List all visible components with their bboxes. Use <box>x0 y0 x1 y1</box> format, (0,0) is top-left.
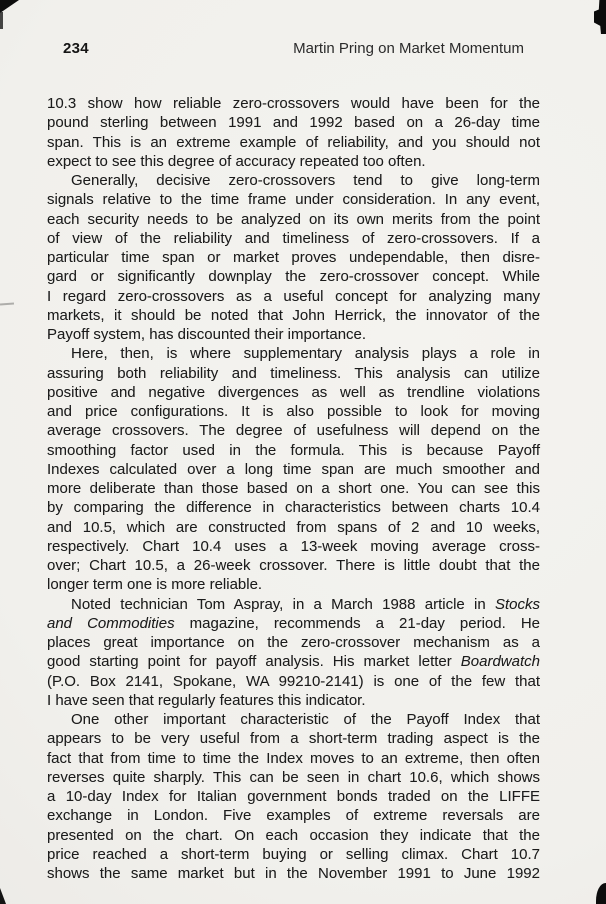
text-line <box>47 460 540 479</box>
text-run: Here, then, is where supplementary analysis plays a role in <box>71 345 540 363</box>
text-run: and price configurations. It is also possible to look for moving <box>47 403 540 420</box>
text-line <box>47 421 540 440</box>
text-line <box>47 441 540 460</box>
text-line <box>47 749 540 768</box>
text-run: average crossovers. The degree of usefulness will depend on the <box>47 422 540 440</box>
text-run: gard or significantly downplay the zero-crossover concept. While <box>47 268 540 286</box>
text-run: (P.O. Box 2141, Spokane, WA 99210-2141) is one of the few that <box>47 672 540 690</box>
text-run: longer term one is more reliable. <box>47 576 263 594</box>
text-line <box>47 210 540 229</box>
text-line <box>47 190 540 209</box>
scan-scratch-left <box>0 303 14 306</box>
text-run: I regard zero-crossovers as a useful concept for analyzing many <box>47 287 540 305</box>
text-line <box>47 94 540 113</box>
text-line <box>47 113 540 132</box>
text-run: 10.3 show how reliable zero-crossovers would have been for the <box>47 95 540 112</box>
text-run: positive and negative divergences as well as trendline violations <box>47 383 540 401</box>
text-run: of view of the reliability and timeliness of zero-crossovers. If a <box>47 229 540 247</box>
text-line <box>47 306 540 325</box>
text-line <box>47 729 540 748</box>
text-run: markets, it should be noted that John Herrick, the innovator of the <box>47 306 540 324</box>
text-run: signals relative to the time frame under consideration. In any event, <box>47 191 540 209</box>
text-line <box>47 498 540 517</box>
text-line <box>47 518 540 537</box>
text-line <box>47 806 540 825</box>
text-run: respectively. Chart 10.4 uses a 13-week moving average cross- <box>47 537 540 555</box>
page-body <box>47 94 540 883</box>
text-line <box>47 229 540 248</box>
text-line <box>47 152 540 171</box>
text-run: places great importance on the zero-crossover mechanism as a <box>47 634 540 651</box>
text-line <box>47 652 540 671</box>
text-line <box>47 672 540 691</box>
italic-text-run: Stocks <box>494 595 540 613</box>
text-line <box>47 364 540 383</box>
text-line <box>47 248 540 267</box>
text-run: One other important characteristic of the Payoff Index that <box>71 711 540 728</box>
text-run: more deliberate than those based on a short one. You can see this <box>47 480 540 497</box>
text-line <box>47 633 540 652</box>
text-line <box>47 344 540 363</box>
page-number: 234 <box>63 40 89 57</box>
text-run: good starting point for payoff analysis. His market letter <box>47 653 461 671</box>
page-header <box>0 40 606 56</box>
text-run: each security needs to be analyzed on its own merits from the point <box>47 210 540 228</box>
text-run: magazine, recommends a 21-day period. He <box>174 614 540 632</box>
text-run: over; Chart 10.5, a 26-week crossover. There is little doubt that the <box>47 557 540 574</box>
text-line <box>47 575 540 594</box>
text-run: I have seen that regularly features this indicator. <box>47 691 366 709</box>
text-line <box>47 691 540 710</box>
text-run: span. This is an extreme example of reliability, and you should not <box>47 133 540 151</box>
text-line <box>47 479 540 498</box>
text-line <box>47 325 540 344</box>
scan-mark-bottom-right <box>596 883 606 904</box>
text-line <box>47 537 540 556</box>
text-line <box>47 710 540 729</box>
text-run: pound sterling between 1991 and 1992 based on a 26-day time <box>47 114 540 132</box>
text-run: price reached a short-term buying or selling climax. Chart 10.7 <box>47 845 540 863</box>
text-run: exchange in London. Five examples of extreme reversals are <box>47 807 540 825</box>
text-run: appears to be very useful from a short-term trading aspect is the <box>47 730 540 748</box>
text-line <box>47 171 540 190</box>
text-run: presented on the chart. On each occasion they indicate that the <box>47 826 540 844</box>
text-line <box>47 383 540 402</box>
text-run: and 10.5, which are constructed from spans of 2 and 10 weeks, <box>47 518 540 536</box>
text-run: Indexes calculated over a long time span are much smoother and <box>47 460 540 478</box>
text-line <box>47 787 540 806</box>
running-title: Martin Pring on Market Momentum <box>293 40 524 57</box>
text-run: Noted technician Tom Aspray, in a March 1988 article in <box>71 595 495 613</box>
text-line <box>47 864 540 883</box>
text-run: fact that from time to time the Index moves to an extreme, then often <box>47 749 540 767</box>
text-run: assuring both reliability and timeliness. This analysis can utilize <box>47 364 540 382</box>
text-line <box>47 614 540 633</box>
scan-mark-bottom-left <box>0 888 6 904</box>
scan-mark-top-right <box>594 0 606 34</box>
scan-mark-top-left-tail <box>0 12 3 29</box>
text-run: expect to see this degree of accuracy repeated too often. <box>47 152 426 170</box>
text-run: by comparing the difference in characteristics between charts 10.4 <box>47 499 540 517</box>
text-run: Payoff system, has discounted their importance. <box>47 326 367 343</box>
italic-text-run: and Commodities <box>47 614 175 632</box>
text-line <box>47 133 540 152</box>
text-run: Generally, decisive zero-crossovers tend to give long-term <box>71 172 540 189</box>
text-run: reverses quite sharply. This can be seen in chart 10.6, which shows <box>47 768 540 786</box>
text-run: a 10-day Index for Italian government bonds traded on the LIFFE <box>47 788 540 805</box>
text-line <box>47 768 540 787</box>
text-line <box>47 556 540 575</box>
text-run: shows the same market but in the November 1991 to June 1992 <box>47 865 540 882</box>
text-line <box>47 595 540 614</box>
text-line <box>47 826 540 845</box>
text-run: particular time span or market proves undependable, then disre- <box>47 249 540 266</box>
text-line <box>47 402 540 421</box>
text-run: smoothing factor used in the formula. This is because Payoff <box>47 441 540 459</box>
text-line <box>47 287 540 306</box>
italic-text-run: Boardwatch <box>460 653 540 671</box>
text-line <box>47 845 540 864</box>
text-line <box>47 267 540 286</box>
